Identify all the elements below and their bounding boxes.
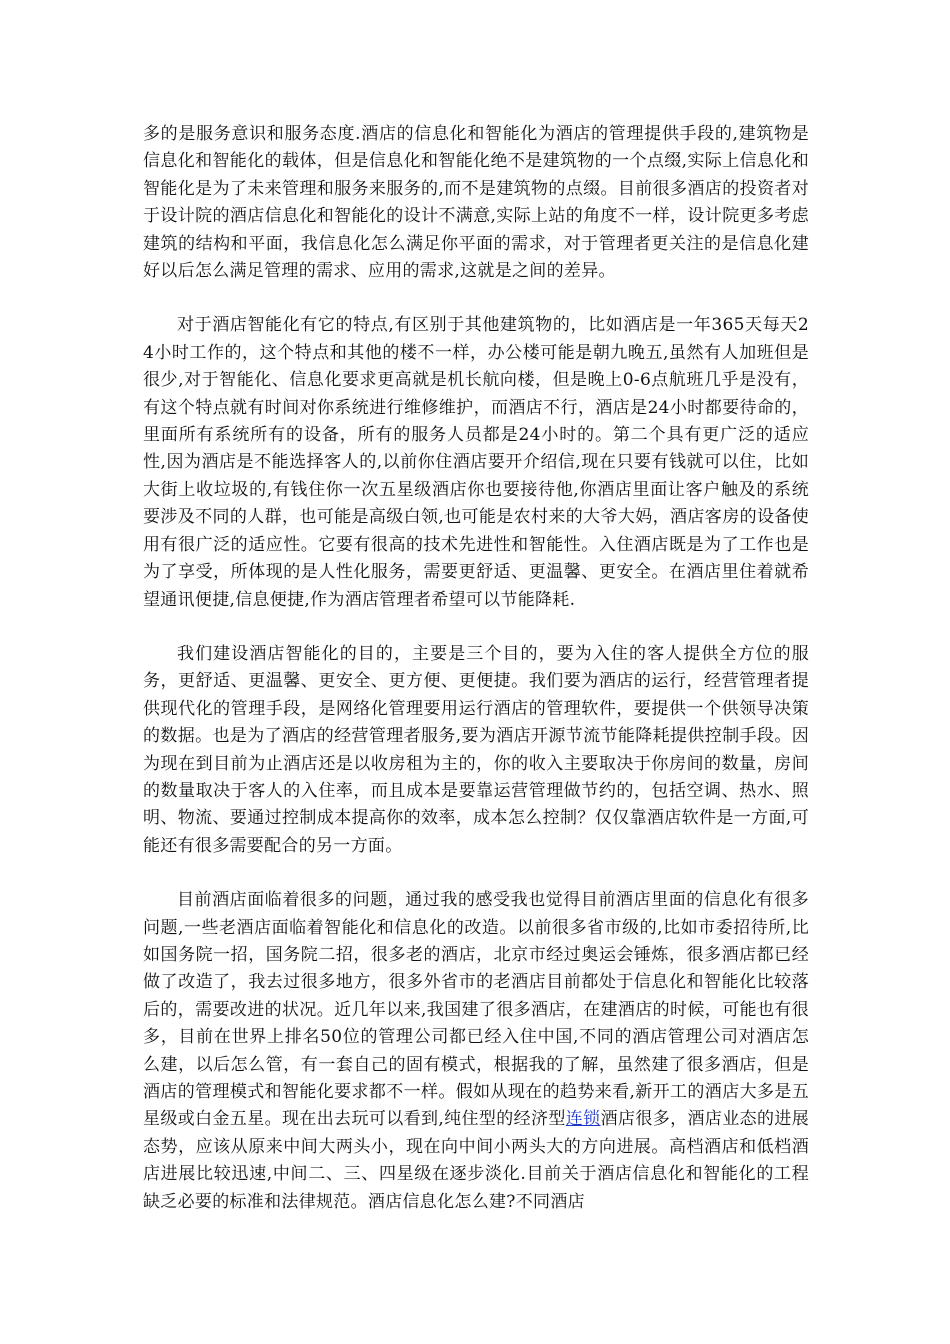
paragraph-text-after-link: 酒店很多，酒店业态的进展态势，应该从原来中间大两头小，现在向中间小两头大的方向进展。高档酒店和低档酒店进展比较迅速,中间二、三、四星级在逐步淡化.目前关于酒店信息化和智能化的工程缺乏必要的标准和法律规范。酒店信息化怎么建?不同酒店 [143,1109,809,1212]
paragraph-text-before-link: 目前酒店面临着很多的问题，通过我的感受我也觉得目前酒店里面的信息化有很多问题,一些老酒店面临着智能化和信息化的改造。以前很多省市级的,比如市委招待所,比如国务院一招，国务院二招，很多老的酒店，北京市经过奥运会锤炼，很多酒店都已经做了改造了，我去过很多地方，很多外省市的老酒店目前都处于信息化和智能化比较落后的，需要改进的状况。近几年以来,我国建了很多酒店，在建酒店的时候，可能也有很多，目前在世界上排名50位的管理公司都已经入住中国,不同的酒店管理公司对酒店怎么建，以后怎么管，有一套自己的固有模式，根据我的了解，虽然建了很多酒店，但是酒店的管理模式和智能化要求都不一样。假如从现在的趋势来看,新开工的酒店大多是五星级或白金五星。现在出去玩可以看到,纯住型的经济型 [143,890,809,1130]
chain-hotel-link[interactable]: 连锁 [565,1109,601,1130]
paragraph-hotel-features: 对于酒店智能化有它的特点,有区别于其他建筑物的，比如酒店是一年365天每天24小时工作的，这个特点和其他的楼不一样，办公楼可能是朝九晚五,虽然有人加班但是很少,对于智能化、信息化要求更高就是机长航向楼，但是晚上0-6点航班几乎是没有，有这个特点就有时间对你系统进行维修维护，而酒店不行，酒店是24小时都要待命的，里面所有系统所有的设备，所有的服务人员都是24小时的。第二个具有更广泛的适应性,因为酒店是不能选择客人的,以前你住酒店要开介绍信,现在只要有钱就可以住，比如大街上收垃圾的,有钱住你一次五星级酒店你也要接待他,你酒店里面让客户触及的系统要涉及不同的人群，也可能是高级白领,也可能是农村来的大爷大妈，酒店客房的设备使用有很广泛的适应性。它要有很高的技术先进性和智能性。入住酒店既是为了工作也是为了享受，所体现的是人性化服务，需要更舒适、更温馨、更安全。在酒店里住着就希望通讯便捷,信息便捷,作为酒店管理者希望可以节能降耗. [143,315,809,610]
paragraph-service-awareness: 多的是服务意识和服务态度.酒店的信息化和智能化为酒店的管理提供手段的,建筑物是信息化和智能化的载体，但是信息化和智能化绝不是建筑物的一个点缀,实际上信息化和智能化是为了未来管理和服务来服务的,而不是建筑物的点缀。目前很多酒店的投资者对于设计院的酒店信息化和智能化的设计不满意,实际上站的角度不一样，设计院更多考虑建筑的结构和平面，我信息化怎么满足你平面的需求，对于管理者更关注的是信息化建好以后怎么满足管理的需求、应用的需求,这就是之间的差异。 [143,124,809,282]
document-body [143,121,809,1243]
paragraph-current-problems [143,887,809,1216]
paragraph-construction-goals: 我们建设酒店智能化的目的，主要是三个目的，要为入住的客人提供全方位的服务，更舒适、更温馨、更安全、更方便、更便捷。我们要为酒店的运行，经营管理者提供现代化的管理手段，是网络化管理要用运行酒店的管理软件，要提供一个供领导决策的数据。也是为了酒店的经营管理者服务,要为酒店开源节流节能降耗提供控制手段。因为现在到目前为止酒店还是以收房租为主的，你的收入主要取决于你房间的数量，房间的数量取决于客人的入住率，而且成本是要靠运营管理做节约的，包括空调、热水、照明、物流、要通过控制成本提高你的效率，成本怎么控制？仅仅靠酒店软件是一方面,可能还有很多需要配合的另一方面。 [143,643,809,856]
